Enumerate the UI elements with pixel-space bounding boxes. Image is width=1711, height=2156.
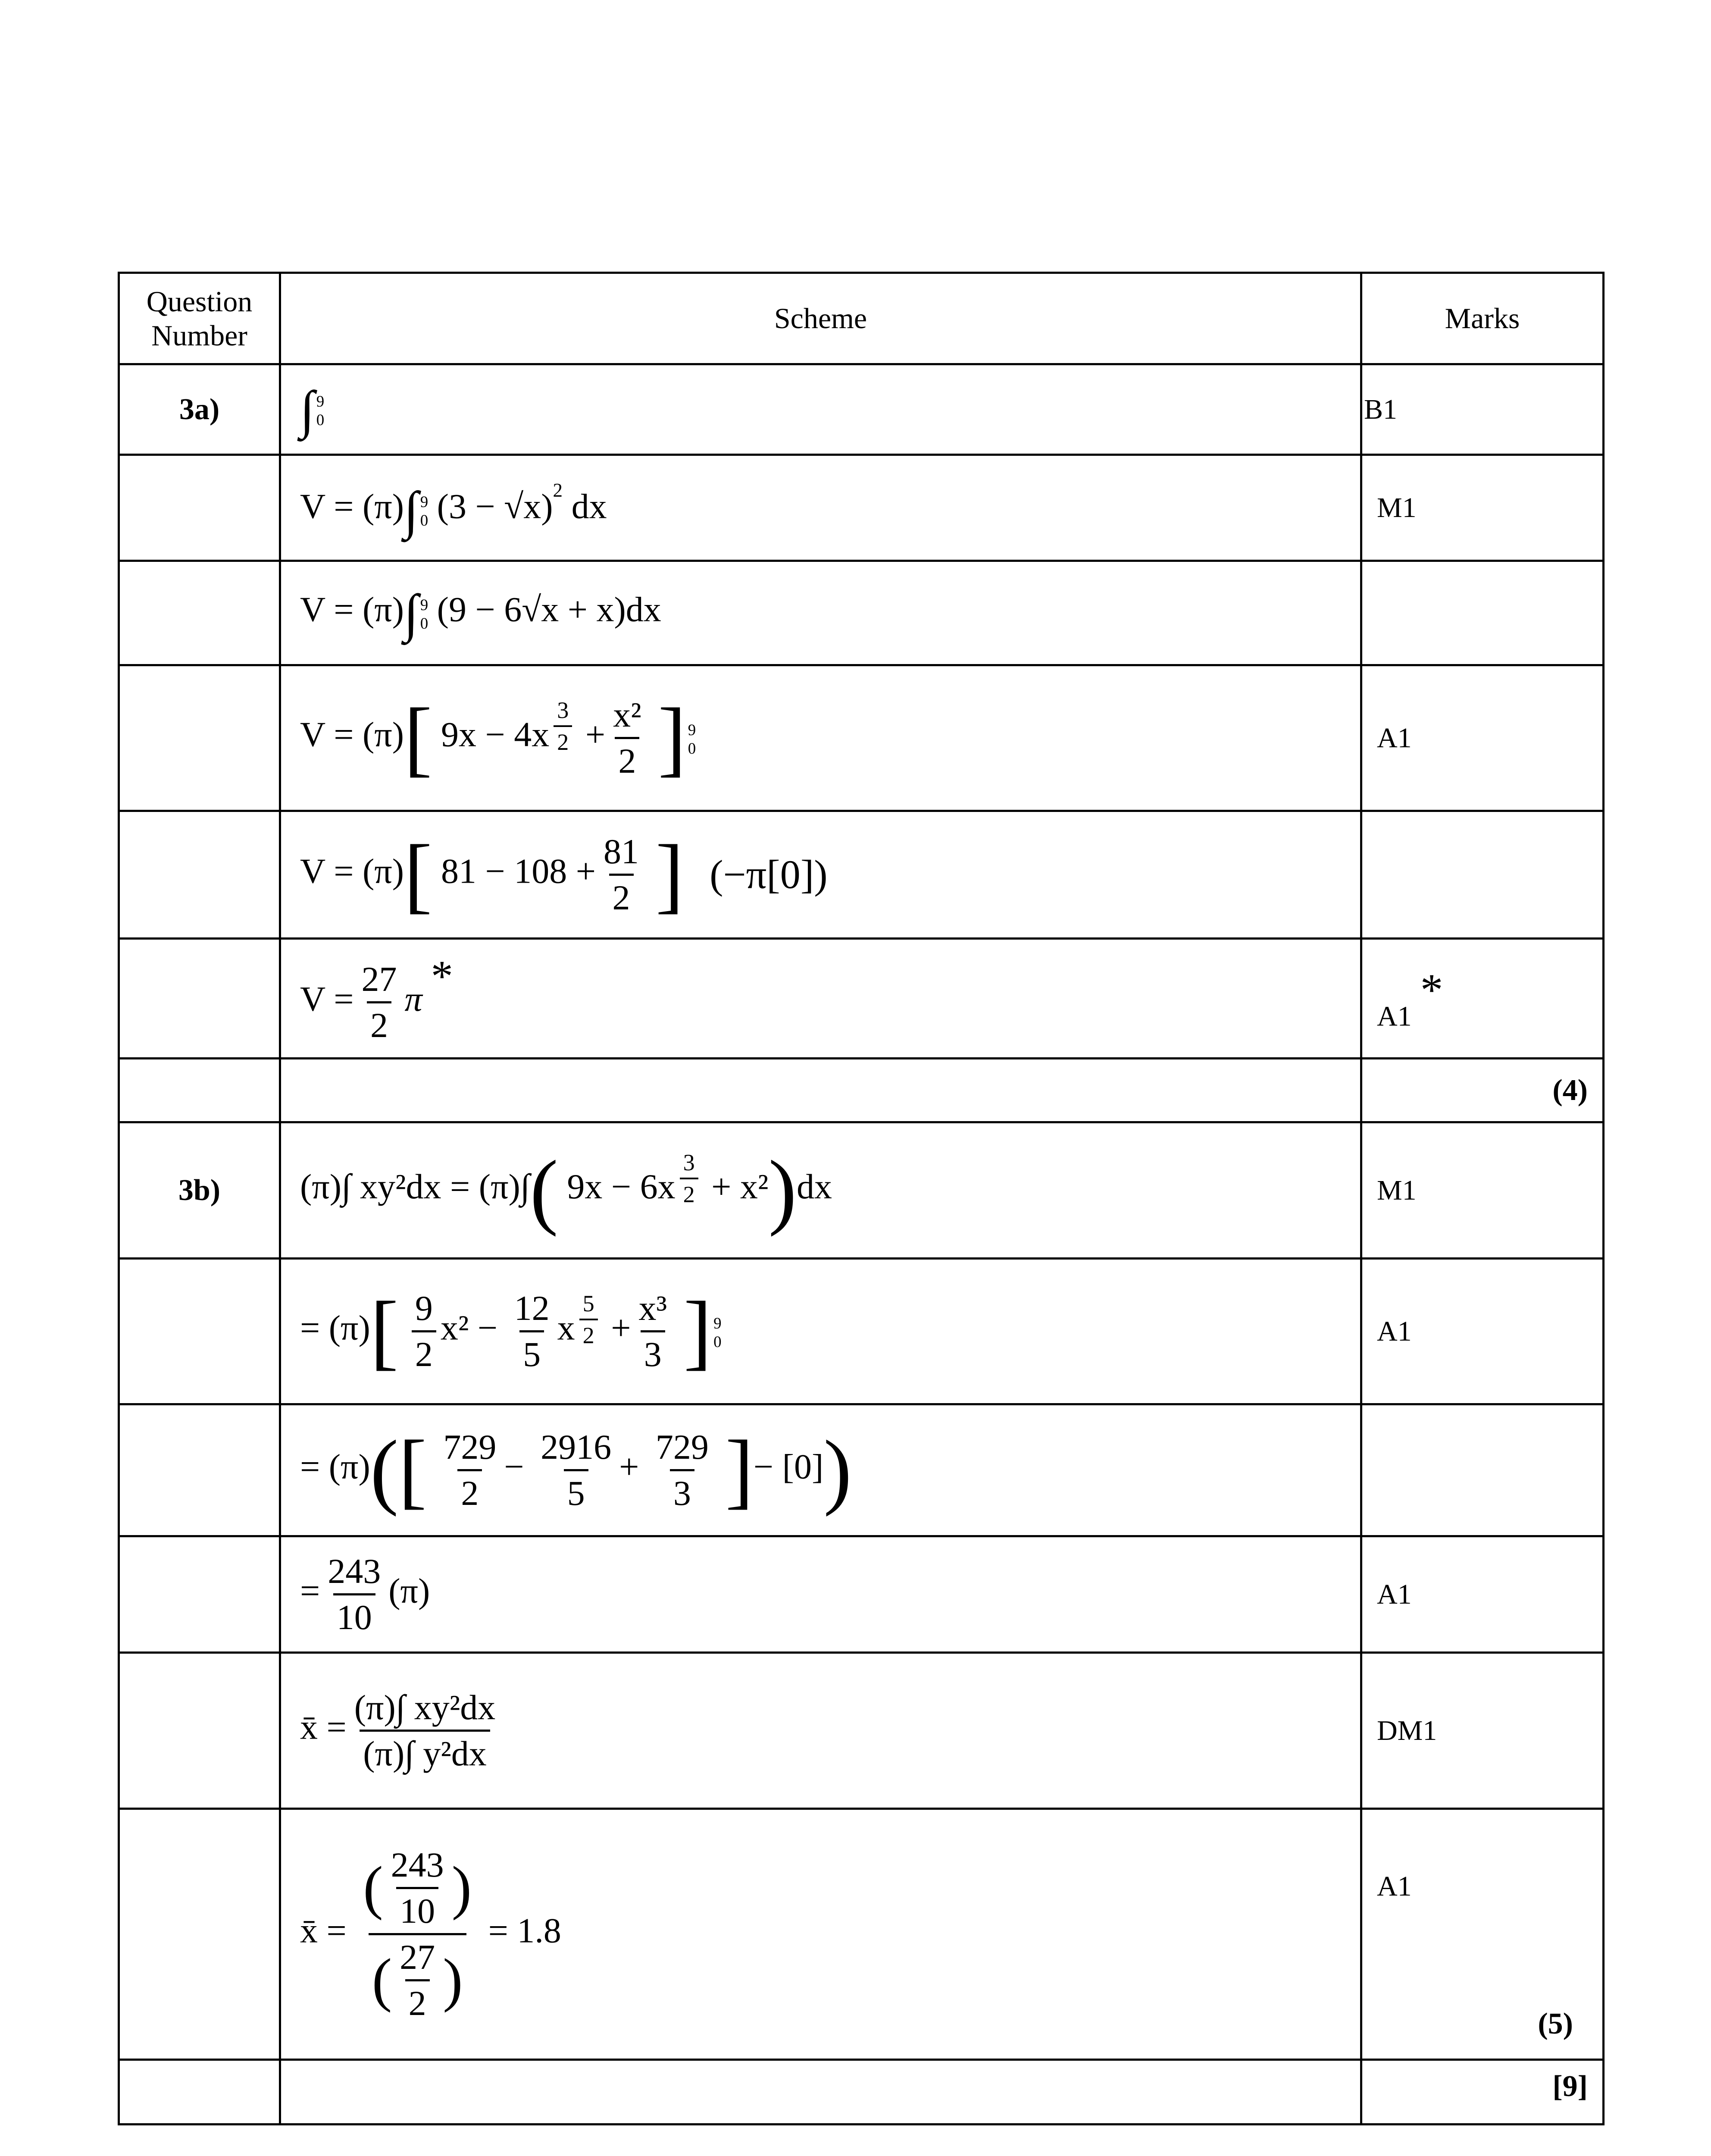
subtotal-marks: (4): [1361, 1059, 1604, 1122]
question-label: 3b): [119, 1122, 280, 1259]
scheme-line: x̄ = $\frac{\text{(π)∫ xy²dx}}{\text{(π)∫ y²dx}}$: [280, 1653, 1361, 1809]
mark-cell: [1361, 1404, 1604, 1536]
table-row: [119, 364, 1604, 455]
question-number-header: Question Number: [119, 273, 280, 364]
mark-cell: A1*: [1361, 939, 1604, 1059]
table-row: [119, 939, 1604, 1059]
scheme-line: (π)∫ xy²dx = (π)∫( 9x − 6x $\frac{3}{2}$ + x²)dx: [280, 1122, 1361, 1259]
scheme-header: Scheme: [280, 273, 1361, 364]
marks-header: Marks: [1361, 273, 1604, 364]
table-row: [119, 1122, 1604, 1259]
table-row: [119, 1259, 1604, 1404]
question-label: 3a): [119, 364, 280, 455]
scheme-line: V = (π)∫ 9 0 $(3 - √x)^2$ dx: [280, 455, 1361, 561]
table-header-row: [119, 273, 1604, 364]
scheme-line: ∫ 9 0: [280, 364, 1361, 455]
mark-scheme-table: [118, 272, 1605, 2125]
mark-cell: B1: [1361, 364, 1604, 455]
scheme-line: V = (π)[ 81 − 108 + $\frac{81}{2}$ ] (−π[0]): [280, 811, 1361, 939]
subtotal-marks: (5): [1538, 2007, 1573, 2040]
table-row: [119, 665, 1604, 811]
table-row: [119, 1536, 1604, 1653]
table-row: [119, 1404, 1604, 1536]
scheme-line: = (π)([ $\frac{729}{2}$ − $\frac{2916}{5}$ + $\frac{729}{3}$ ]− [0]): [280, 1404, 1361, 1536]
mark-cell: [1361, 811, 1604, 939]
total-marks: [9]: [1361, 2060, 1604, 2125]
mark-cell: A1 (5): [1361, 1809, 1604, 2060]
table-row: [119, 811, 1604, 939]
scheme-line: = (π)[ $\frac{9}{2}$ x² − $\frac{12}{5}$ x $\frac{5}{2}$ + $\frac{\text{x³}}{3}$ ] 9 0: [280, 1259, 1361, 1404]
table-row: [119, 561, 1604, 665]
scheme-line: V = $\frac{27}{2}$ π *: [280, 939, 1361, 1059]
scheme-line: x̄ = ( $\frac{243}{10}$ ) ( $\frac{27}{2}$ ) = 1.8: [280, 1809, 1361, 2060]
mark-cell: A1: [1361, 665, 1604, 811]
scheme-line: V = (π)[ 9x − 4x $\frac{3}{2}$ + $\frac{\text{x²}}{2}$ ] 9 0: [280, 665, 1361, 811]
table-row: [119, 455, 1604, 561]
table-row: [119, 1809, 1604, 2060]
scheme-line: V = (π)∫ 9 0 (9 − 6√x + x)dx: [280, 561, 1361, 665]
table-row: [119, 2060, 1604, 2125]
mark-cell: M1: [1361, 455, 1604, 561]
mark-cell: A1: [1361, 1259, 1604, 1404]
mark-cell: DM1: [1361, 1653, 1604, 1809]
mark-cell: M1: [1361, 1122, 1604, 1259]
mark-cell: [1361, 561, 1604, 665]
scheme-line: = $\frac{243}{10}$ (π): [280, 1536, 1361, 1653]
table-row: [119, 1653, 1604, 1809]
mark-cell: A1: [1361, 1536, 1604, 1653]
table-row: [119, 1059, 1604, 1122]
